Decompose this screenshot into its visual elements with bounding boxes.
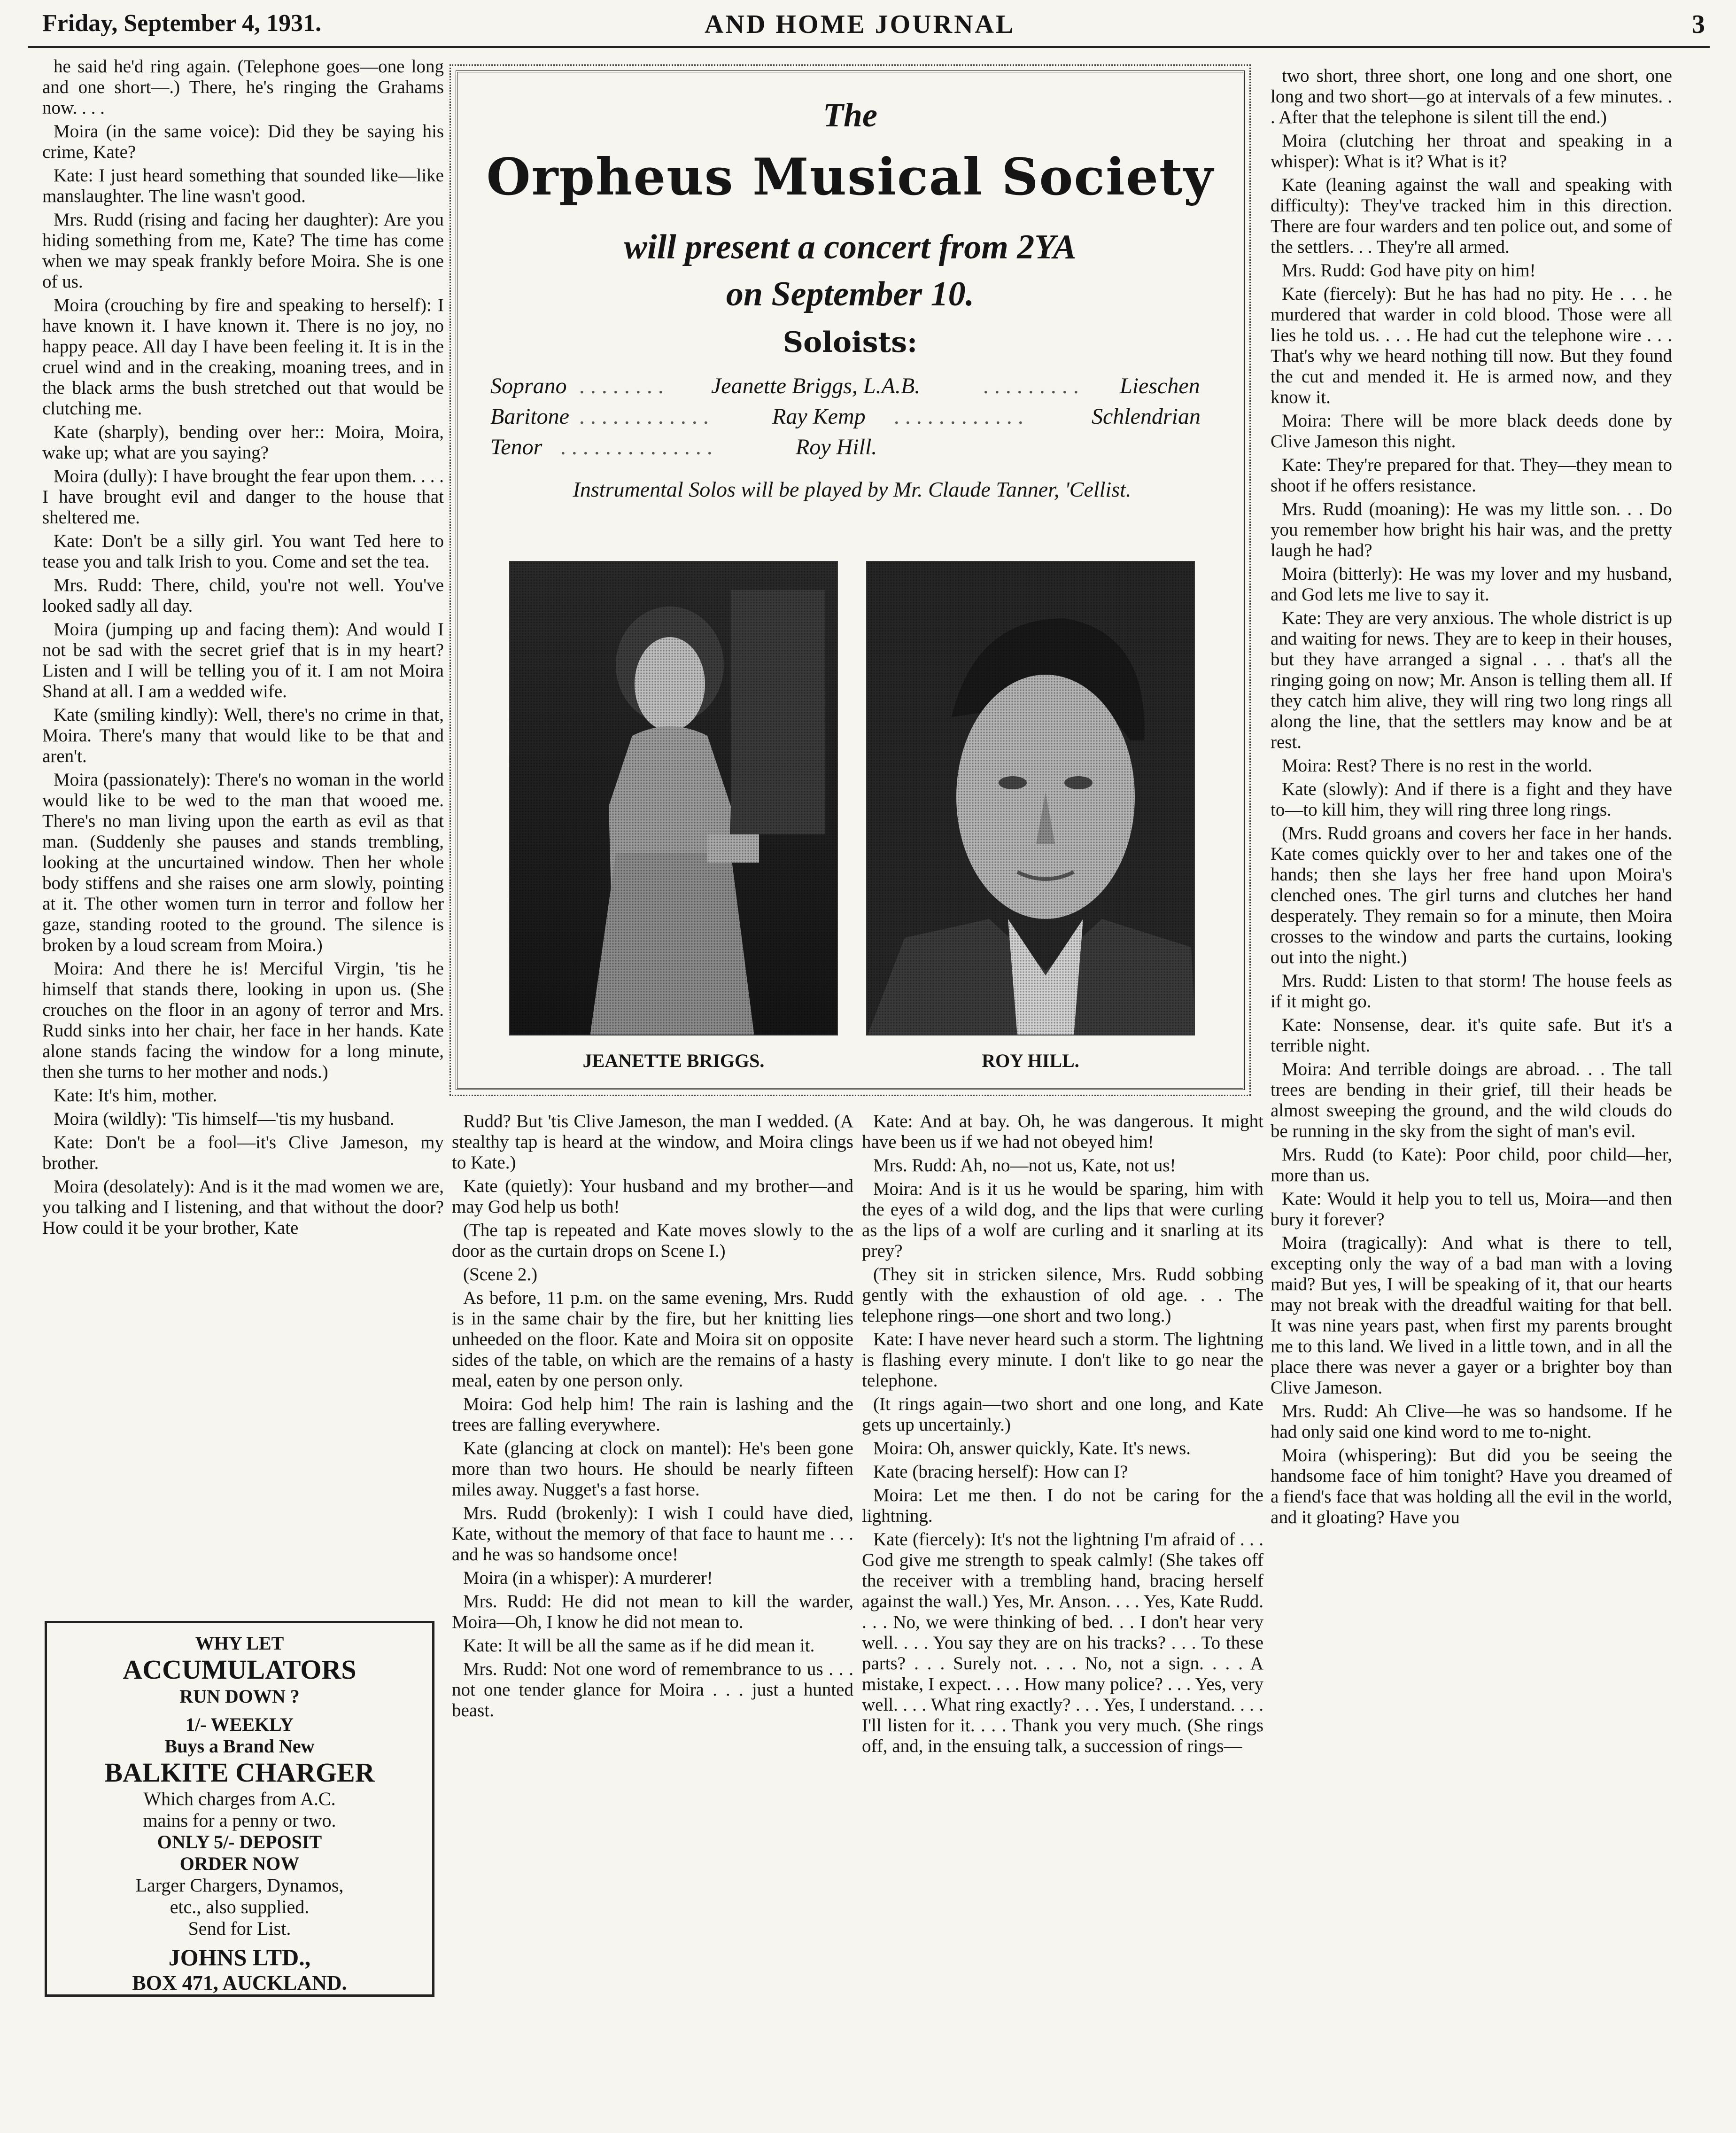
paragraph: Moira (wildly): 'Tis himself—'tis my husband. xyxy=(54,1109,395,1129)
paragraph: Mrs. Rudd (brokenly): I wish I could have died, Kate, without the memory of that face to haunt me . . . and he was so handsome once! xyxy=(452,1503,853,1565)
ad-line: Send for List. xyxy=(188,1918,291,1939)
paragraph: Kate: They are very anxious. The whole district is up and waiting for news. They are to keep in their houses, but they have arranged a signal . . . that's all the ringing going on now; Mr. Anson is telling them all. If they catch him alive, they will ring two long rings all along the line, that the settlers may know and be at rest. xyxy=(1271,608,1672,752)
ad-line: BOX 471, AUCKLAND. xyxy=(132,1971,347,1994)
voice-part: Tenor xyxy=(490,435,542,459)
ad-line: mains for a penny or two. xyxy=(143,1810,336,1831)
paragraph: Moira: God help him! The rain is lashing and the trees are falling everywhere. xyxy=(452,1394,853,1435)
paragraph: Kate: Don't be a fool—it's Clive Jameson, my brother. xyxy=(42,1132,444,1173)
paragraph: Moira (in the same voice): Did they be saying his crime, Kate? xyxy=(42,121,444,162)
paragraph: Kate (fiercely): But he has had no pity. He . . . he murdered that warder in cold blood. Those were all lies he told us. . . . He had cut the telephone wire . . . That's why we heard nothing till now. But they found the cut and mended it. He is armed now, and they know it. xyxy=(1271,284,1672,407)
paragraph: (They sit in stricken silence, Mrs. Rudd sobbing gently with the exhaustion of old age. . . The telephone rings—one short and two long.) xyxy=(862,1264,1263,1326)
paragraph: Kate (sharply), bending over her:: Moira, Moira, wake up; what are you saying? xyxy=(42,422,444,463)
paragraph: Kate: And at bay. Oh, he was dangerous. It might have been us if we had not obeyed him! xyxy=(862,1111,1263,1152)
soloist-name: Ray Kemp xyxy=(772,404,866,429)
paragraph: Moira: Oh, answer quickly, Kate. It's news. xyxy=(873,1438,1191,1458)
issue-date: Friday, September 4, 1931. xyxy=(42,10,322,37)
journal-title: AND HOME JOURNAL xyxy=(705,10,1015,39)
voice-part: Soprano xyxy=(490,374,567,398)
society-name: Orpheus Musical Society xyxy=(486,148,1214,207)
paragraph: Moira (bitterly): He was my lover and my husband, and God lets me live to say it. xyxy=(1271,564,1672,605)
paragraph: Kate: It will be all the same as if he did mean it. xyxy=(463,1635,815,1656)
ad-line: WHY LET xyxy=(195,1633,284,1654)
text-column-1 xyxy=(42,56,444,1607)
paragraph: Kate (fiercely): It's not the lightning I'm afraid of . . . God give me strength to speak calmly! (She takes off the receiver with a trembling hand, bracing herself against the wall.) Yes, Mr. Anson. . . . Yes, Kate Rudd. . . . No, we were thinking of bed. . . I don't hear very well. . . . You say they are on his tracks? . . . To these parts? . . . Surely not. . . . No, not a sign. . . . A mistake, I expect. . . . How many police? . . . Yes, very well. . . . What ring exactly? . . . Yes, I understand. . . . I'll listen for it. . . . Thank you very much. (She rings off, and, in the ensuing talk, a succession of rings— xyxy=(862,1529,1263,1756)
paragraph: Kate: Don't be a silly girl. You want Ted here to tease you and talk Irish to you. Come and set the tea. xyxy=(42,531,444,572)
paragraph: Kate: Would it help you to tell us, Moira—and then bury it forever? xyxy=(1271,1189,1672,1230)
paragraph: Kate (smiling kindly): Well, there's no crime in that, Moira. There's many that would like to be that and aren't. xyxy=(42,705,444,766)
paragraph: Moira (whispering): But did you be seeing the handsome face of him tonight? Have you dreamed of a fiend's face that was holding all the evil in the world, and it gloating? Have you xyxy=(1271,1445,1672,1527)
caption-roy-hill: ROY HILL. xyxy=(982,1050,1079,1071)
paragraph: Mrs. Rudd (to Kate): Poor child, poor child—her, more than us. xyxy=(1271,1144,1672,1185)
paragraph: Kate: It's him, mother. xyxy=(54,1085,217,1105)
paragraph: Moira (desolately): And is it the mad women we are, you talking and I listening, and that without the door? How could it be your brother, Kate xyxy=(42,1176,444,1238)
paragraph: Mrs. Rudd: Ah, no—not us, Kate, not us! xyxy=(873,1155,1176,1175)
ad-line: ORDER NOW xyxy=(179,1853,300,1875)
paragraph: Mrs. Rudd: He did not mean to kill the warder, Moira—Oh, I know he did not mean to. xyxy=(452,1591,853,1632)
ad-line: JOHNS LTD., xyxy=(168,1944,311,1971)
paragraph: he said he'd ring again. (Telephone goes—one long and one short—.) There, he's ringing the Grahams now. . . . xyxy=(42,56,444,118)
ad-line: ONLY 5/- DEPOSIT xyxy=(157,1831,322,1853)
paragraph: Moira: There will be more black deeds done by Clive Jameson this night. xyxy=(1271,411,1672,452)
paragraph: (Scene 2.) xyxy=(463,1264,538,1284)
photo-jeanette-briggs xyxy=(509,561,838,1035)
paragraph: Moira (passionately): There's no woman in the world would like to be wed to the man that wooed me. There's no man living upon the earth as evil as that man. (Suddenly she pauses and stands trembling, looking at the uncurtained window. Then her whole body stiffens and she raises one arm slowly, pointing at it. The other women turn in terror and follow her gaze, standing rooted to the ground. The silence is broken by a loud scream from Moira.) xyxy=(42,770,444,955)
paragraph: (It rings again—two short and one long, and Kate gets up uncertainly.) xyxy=(862,1394,1263,1435)
paragraph: Moira: Rest? There is no rest in the world. xyxy=(1282,755,1593,776)
paragraph: (Mrs. Rudd groans and covers her face in her hands. Kate comes quickly over to her and takes one of the hands; then she lays her free hand upon Moira's clenched ones. The girl turns and clutches her hand desperately. They remain so for a minute, then Moira crosses to the window and parts the curtains, looking out into the night.) xyxy=(1271,823,1672,967)
announcement-the: The xyxy=(823,96,877,134)
paragraph: Moira: And is it us he would be sparing, him with the eyes of a wild dog, and the lips that were curling as the lips of a wolf are curling and it snarling at its prey? xyxy=(862,1179,1263,1261)
ad-line: Which charges from A.C. xyxy=(143,1788,336,1810)
soloist-name: Jeanette Briggs, L.A.B. xyxy=(711,374,921,398)
paragraph: Mrs. Rudd: Not one word of remembrance to us . . . not one tender glance for Moira . . . just a hunted beast. xyxy=(452,1659,853,1720)
paragraph: Mrs. Rudd: Ah Clive—he was so handsome. If he had only said one kind word to me to-night. xyxy=(1271,1401,1672,1442)
paragraph: Mrs. Rudd (moaning): He was my little son. . . Do you remember how bright his hair was, and the pretty laugh he had? xyxy=(1271,499,1672,560)
paragraph: Kate: I just heard something that sounded like—like manslaughter. The line wasn't good. xyxy=(42,165,444,206)
paragraph: Mrs. Rudd (rising and facing her daughter): Are you hiding something from me, Kate? The time has come when we may speak frankly before Moira. She is one of us. xyxy=(42,210,444,292)
paragraph: Kate: I have never heard such a storm. The lightning is flashing every minute. I don't like to go near the telephone. xyxy=(862,1329,1263,1391)
soloist-role: Lieschen xyxy=(1120,374,1200,398)
paragraph: Mrs. Rudd: God have pity on him! xyxy=(1282,260,1536,280)
page-number: 3 xyxy=(1692,10,1705,39)
paragraph: Kate (quietly): Your husband and my brother—and may God help us both! xyxy=(452,1176,853,1217)
paragraph: Moira: And terrible doings are abroad. . . The tall trees are bending in their grief, till their heads be almost sweeping the ground, and the wild clouds do be running in the sky from the sight of man's evil. xyxy=(1271,1059,1672,1141)
paragraph: Moira: Let me then. I do not be caring for the lightning. xyxy=(862,1485,1263,1526)
ad-line: 1/- WEEKLY xyxy=(185,1713,294,1735)
ad-line: BALKITE CHARGER xyxy=(104,1757,375,1788)
page-header xyxy=(28,5,1719,42)
soloist-role: Schlendrian xyxy=(1092,404,1201,429)
paragraph: Moira (clutching her throat and speaking in a whisper): What is it? What is it? xyxy=(1271,131,1672,171)
paragraph: Moira (in a whisper): A murderer! xyxy=(463,1568,713,1588)
paragraph: Kate (bracing herself): How can I? xyxy=(873,1462,1128,1482)
header-rule xyxy=(28,46,1710,48)
ad-line: RUN DOWN ? xyxy=(179,1685,300,1707)
paragraph: As before, 11 p.m. on the same evening, Mrs. Rudd is in the same chair by the fire, but her knitting lies unheeded on the floor. Kate and Moira sit on opposite sides of the table, on which are the remains of a hasty meal, eaten by one person only. xyxy=(452,1288,853,1391)
text-column-4 xyxy=(1271,66,1672,2001)
ad-line: ACCUMULATORS xyxy=(123,1654,356,1685)
paragraph: Moira (dully): I have brought the fear upon them. . . . I have brought evil and danger to the house that sheltered me. xyxy=(42,466,444,528)
paragraph: Mrs. Rudd: There, child, you're not well. You've looked sadly all day. xyxy=(42,575,444,616)
soloist-name: Roy Hill. xyxy=(796,435,877,459)
paragraph: Rudd? But 'tis Clive Jameson, the man I wedded. (A stealthy tap is heard at the window, and Moira clings to Kate.) xyxy=(452,1111,853,1173)
paragraph: Mrs. Rudd: Listen to that storm! The house feels as if it might go. xyxy=(1271,971,1672,1012)
concert-line: will present a concert from 2YA xyxy=(624,228,1077,266)
paragraph: Kate (leaning against the wall and speaking with difficulty): They've tracked him in this direction. There are four warders and ten police out, and some of the settlers. . . They're all armed. xyxy=(1271,175,1672,257)
balkite-charger-advert xyxy=(45,1621,434,1997)
caption-jeanette-briggs: JEANETTE BRIGGS. xyxy=(582,1050,765,1071)
paragraph: Kate (slowly): And if there is a fight and they have to—to kill him, they will ring three long rings. xyxy=(1271,779,1672,820)
paragraph: Kate: Nonsense, dear. it's quite safe. But it's a terrible night. xyxy=(1271,1015,1672,1056)
concert-announcement: The Orpheus Musical Society will present a concert from 2YA on September 10. Soloists: Soprano . . . . . . . . Jeanette Briggs, L.A.B. . . . . . . . . . Lieschen Baritone . . . . . . . . . . . . Ray Kemp . . . . . . . . . . . . Schlendrian Tenor . . . . . . . . . . . . . . Roy Hill. Instrumental Solos will be played by Mr. Claude Tanner, 'Cellist. JEANETTE BRIGGS. ROY HILL. xyxy=(456,70,1245,1090)
text-column-2 xyxy=(452,1111,853,2001)
ad-line: etc., also supplied. xyxy=(170,1896,310,1918)
paragraph: Moira (jumping up and facing them): And would I not be sad with the secret grief that is in my heart? Listen and I will be telling you of it. I am not Moira Shand at all. I am a wedded wife. xyxy=(42,619,444,701)
soloists-heading: Soloists: xyxy=(783,326,918,359)
paragraph: Moira (tragically): And what is there to tell, excepting only the way of a bad man with a loving maid? But yes, I will be speaking of it, that our hearts may not break with the dreadful waiting for that bell. It was nine years past, when first my parents brought me to this land. We lived in a little town, and in all the place there was never a gayer or a brighter boy than Clive Jameson. xyxy=(1271,1233,1672,1398)
concert-date-line: on September 10. xyxy=(726,275,975,313)
text-column-3 xyxy=(862,1111,1263,2001)
paragraph: two short, three short, one long and one short, one long and two short—go at intervals of a few minutes. . . After that the telephone is silent till the end.) xyxy=(1271,66,1672,127)
paragraph: Kate (glancing at clock on mantel): He's been gone more than two hours. He should be nearly fifteen miles away. Nugget's a fast horse. xyxy=(452,1438,853,1500)
photo-roy-hill xyxy=(866,561,1195,1035)
instrumental-note: Instrumental Solos will be played by Mr. Claude Tanner, 'Cellist. xyxy=(573,477,1132,501)
ad-line: Larger Chargers, Dynamos, xyxy=(135,1875,344,1896)
voice-part: Baritone xyxy=(490,404,569,429)
paragraph: Moira: And there he is! Merciful Virgin, 'tis he himself that stands there, looking in upon us. (She crouches on the floor in an agony of terror and Mrs. Rudd sinks into her chair, her face in her hands. Kate alone stands facing the window for a long minute, then she turns to her mother and nods.) xyxy=(42,958,444,1082)
ad-line: Buys a Brand New xyxy=(164,1735,315,1757)
paragraph: (The tap is repeated and Kate moves slowly to the door as the curtain drops on Scene I.) xyxy=(452,1220,853,1261)
paragraph: Moira (crouching by fire and speaking to herself): I have known it. I have known it. There is no joy, no happy peace. All day I have been feeling it. It is in the cruel wind and in the creaking, moaning trees, and in the black arms the bush stretched out that would be clutching me. xyxy=(42,295,444,419)
paragraph: Kate: They're prepared for that. They—they mean to shoot if he offers resistance. xyxy=(1271,455,1672,496)
